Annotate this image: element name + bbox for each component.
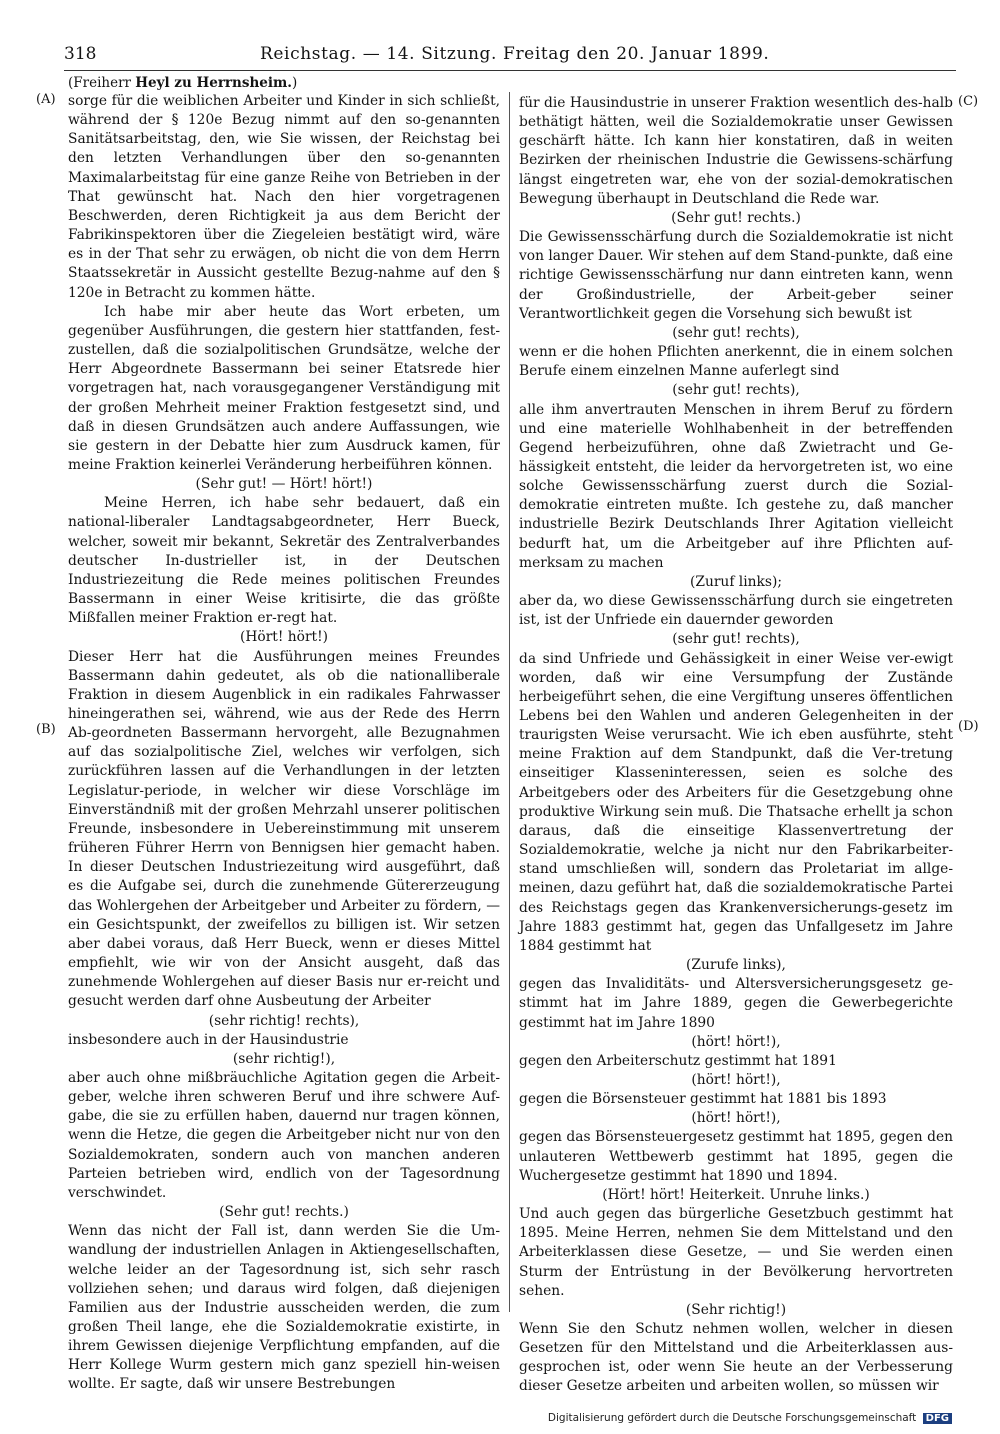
footer-credit: [548, 1412, 952, 1424]
footer-credit-text: Digitalisierung gefördert durch die Deutsche Forschungsgemeinschaft: [547, 1412, 917, 1424]
interjection: (hört! hört!),: [691, 1033, 781, 1050]
paragraph: wenn er die hohen Pflichten anerkennt, die in einem solchen Berufe einem einzelnen Manne auferlegt sind: [519, 344, 953, 380]
paragraph: Wenn das nicht der Fall ist, dann werden Sie die Um-wandlung der industriellen Anlagen in Aktiengesellschaften, welche leider an der Tagesordnung ist, sich sehr rasch vollziehen sehen; und daraus wird folgen, daß diejenigen Familien aus der Industrie ausscheiden werden, die zum großen Theil lange, ehe die Sozialdemokratie existirte, in ihrem Gewissen diejenige Verpflichtung empfanden, auf die Herr Kollege Wurm gestern mich ganz speziell hin-weisen wollte. Er sagte, daß wir unsere Bestrebungen: [68, 1223, 500, 1393]
speaker-name: Heyl zu Herrnsheim.: [135, 75, 292, 91]
paragraph: gegen das Invaliditäts- und Altersversicherungsgesetz ge-stimmt hat im Jahre 1889, gegen die Gewerbegerichte gestimmt hat im Jahre 1890: [519, 976, 953, 1031]
interjection: (hört! hört!),: [691, 1071, 781, 1088]
interjection: (sehr richtig!),: [232, 1050, 336, 1067]
interjection: (Sehr gut! rechts.): [219, 1204, 349, 1221]
paragraph: sorge für die weiblichen Arbeiter und Kinder in sich schließt, während der § 120e Bezug nimmt auf den so-genannten Sanitätsarbeitstag, den, wie Sie wissen, der Reichstag bei den letzten Verhandlungen über den so-genannten Maximalarbeitstag für eine ganze Reihe von Betrieben in der That gewünscht hat. Nach den hier vorgetragenen Beschwerden, deren Richtigkeit ja aus dem Bericht der Fabrikinspektoren über die Ziegeleien bestätigt wird, wäre es in der That sehr zu erwägen, ob nicht die von dem Herrn Staatssekretär in Aussicht gestellte Bezug-nahme auf den § 120e in Betracht zu kommen hätte.: [68, 93, 500, 301]
paragraph: gegen den Arbeiterschutz gestimmt hat 1891: [519, 1052, 837, 1069]
paragraph: gegen die Börsensteuer gestimmt hat 1881 bis 1893: [519, 1091, 887, 1108]
paragraph: Die Gewissensschärfung durch die Sozialdemokratie ist nicht von langer Dauer. Wir stehen auf dem Stand-punkte, daß eine richtige Gewissensschärfung nur dann eintreten kann, wenn der Großindustrielle, der Arbeit-geber seiner Verantwortlichkeit gegen die Vorsehung sich bewußt ist: [519, 229, 953, 322]
left-column: [68, 92, 500, 1395]
paragraph: aber da, wo diese Gewissensschärfung durch sie eingetreten ist, ist der Unfriede ein dauernder geworden: [519, 593, 953, 629]
paragraph: Meine Herren, ich habe sehr bedauert, daß ein national-liberaler Landtagsabgeordneter, Herr Bueck, welcher, soweit mir bekannt, Sekretär des Zentralverbandes deutscher In-dustrieller ist, in der Deutschen Industriezeitung die Rede meines politischen Freundes Bassermann in einer Weise kritisirte, die das größte Mißfallen meiner Fraktion er-regt hat.: [68, 495, 500, 627]
paragraph: gegen das Börsensteuergesetz gestimmt hat 1895, gegen den unlauteren Wettbewerb gestimmt hat 1895, gegen die Wuchergesetze gestimmt hat 1890 und 1894.: [519, 1129, 953, 1184]
paragraph: Ich habe mir aber heute das Wort erbeten, um gegenüber Ausführungen, die gestern hier stattfanden, fest-zustellen, daß die sozialpolitischen Grundsätze, welche der Herr Abgeordnete Bassermann bei seiner Etatsrede hier vorgetragen hat, nach vorausgegangener Verständigung mit der großen Mehrheit meiner Fraktion festgesetzt sind, und daß in diesen Grundsätzen auch andere Auffassungen, wie sie gestern in der Debatte hier zum Ausdruck kamen, für meine Fraktion keinerlei Veränderung herbeiführen können.: [68, 303, 500, 473]
interjection: (sehr gut! rechts),: [672, 324, 800, 341]
interjection: (sehr gut! rechts),: [672, 382, 800, 399]
paragraph: insbesondere auch in der Hausindustrie: [68, 1031, 349, 1048]
header-rule: [64, 70, 956, 71]
interjection: (Hört! hört! Heiterkeit. Unruhe links.): [602, 1186, 870, 1203]
dfg-logo: DFG: [923, 1413, 952, 1424]
paragraph: Dieser Herr hat die Ausführungen meines Freundes Bassermann dahin gedeutet, als ob die nationalliberale Fraktion in diesem Augenblick in ein radikales Fahrwasser hineingerathen sei, während, wie aus der Rede des Herrn Ab-geordneten Bassermann hervorgeht, alle Bezugnahmen auf das sozialpolitische Ziel, welches wir verfolgen, sich zurückführen lassen auf die Verhandlungen in der letzten Legislatur-periode, in welcher wir diese Vorschläge im Einverständniß mit der großen Mehrzahl unserer politischen Freunde, insbesondere in Uebereinstimmung mit unserem früheren Führer Herrn von Bennigsen hier gemacht haben. In dieser Deutschen Industriezeitung wird ausgeführt, daß es die Aufgabe sei, durch die zunehmende Gütererzeugung das Wohlergehen der Arbeitgeber und Arbeiter zu fördern, — ein Gesichtspunkt, der zweifellos zu billigen ist. Wir setzen aber dabei voraus, daß Herr Bueck, wenn er dieses Mittel empfiehlt, wie wir von der Ansicht ausgeht, daß das zunehmende Wohlergehen auf dieser Basis nur er-reicht und gesucht werden darf ohne Ausbeutung der Arbeiter: [68, 648, 500, 1010]
paragraph: für die Hausindustrie in unserer Fraktion wesentlich des-halb bethätigt hätten, weil die Sozialdemokratie unser Gewissen geschärft hätte. Ich kann hier konstatiren, daß in weiten Bezirken der rheinischen Industrie die Gewissens-schärfung längst eingetreten war, ehe von der sozial-demokratischen Bewegung überhaupt in Deutschland die Rede war.: [519, 95, 953, 207]
paragraph: aber auch ohne mißbräuchliche Agitation gegen die Arbeit-geber, welche ihren schweren Beruf und ihre schwere Auf-gabe, die sie zu erfüllen haben, dauernd nur tragen können, wenn die Hetze, die gegen die Arbeitgeber nicht nur von den Sozialdemokraten, sondern auch von manchen anderen Parteien betrieben wird, endlich von der Tagesordnung verschwindet.: [68, 1069, 500, 1201]
paragraph: da sind Unfriede und Gehässigkeit in einer Weise ver-ewigt worden, daß wir eine Versumpfung der Zustände herbeigeführt sehen, die eine Vergiftung unseres öffentlichen Lebens bei den Wahlen und anderen Gelegenheiten in der traurigsten Weise verursacht. Wie ich eben ausführte, steht meine Fraktion auf dem Standpunkt, daß die Ver-tretung einseitiger Klasseninteressen, seien es solche des Arbeitgebers oder des Arbeiters für die Gesetzgebung ohne produktive Wirkung sein muß. Die Thatsache erhellt ja schon daraus, daß die einseitige Klassenvertretung der Sozialdemokratie, welche ja nicht nur den Fabrikarbeiter-stand umschließen will, sondern das Proletariat im allge-meinen, dazu geführt hat, daß die sozialdemokratische Partei des Reichstags gegen das Krankenversicherungs-gesetz im Jahre 1883 gestimmt hat, gegen das Unfallgesetz im Jahre 1884 gestimmt hat: [519, 650, 953, 954]
margin-marker-d: (D): [958, 719, 979, 734]
running-title: Reichstag. — 14. Sitzung. Freitag den 20. Januar 1899.: [260, 44, 770, 64]
margin-marker-b: (B): [36, 722, 56, 737]
column-divider: [509, 92, 510, 1312]
right-column: [519, 94, 953, 1397]
interjection: (Sehr gut! — Hört! hört!): [195, 476, 373, 493]
interjection: (Zurufe links),: [686, 957, 786, 974]
interjection: (hört! hört!),: [691, 1110, 781, 1127]
page-number: 318: [64, 44, 97, 64]
paragraph: Und auch gegen das bürgerliche Gesetzbuch gestimmt hat 1895. Meine Herren, nehmen Sie dem Mittelstand und den Arbeiterklassen diese Gesetze, — und Sie werden einen Sturm der Entrüstung in der Bevölkerung hervortreten sehen.: [519, 1206, 953, 1299]
paragraph: alle ihm anvertrauten Menschen in ihrem Beruf zu fördern und eine materielle Wohlhabenheit in der betreffenden Gegend herbeizuführen, ohne daß Zwietracht und Ge-hässigkeit entsteht, die leider da hervorgetreten ist, wo eine solche Gewissensschärfung zuerst durch die Sozial-demokratie eintreten mußte. Ich gestehe zu, daß mancher industrielle Bezirk Deutschlands Ihrer Agitation vielleicht bedurft hat, um die Arbeitgeber auf ihre Pflichten auf-merksam zu machen: [519, 401, 953, 571]
margin-marker-a: (A): [36, 92, 56, 107]
interjection: (Sehr gut! rechts.): [671, 209, 801, 226]
margin-marker-c: (C): [958, 94, 979, 109]
page-header: [64, 44, 956, 70]
interjection: (Zuruf links);: [689, 573, 782, 590]
paragraph: Wenn Sie den Schutz nehmen wollen, welcher in diesen Gesetzen für den Mittelstand und die Arbeiterklassen aus-gesprochen ist, oder wenn Sie heute an der Verbesserung dieser Gesetze arbeiten und arbeiten wollen, so müssen wir: [519, 1321, 953, 1395]
interjection: (Sehr richtig!): [685, 1301, 787, 1318]
interjection: (sehr gut! rechts),: [672, 631, 800, 648]
speaker-note: (Freiherr Heyl zu Herrnsheim.): [68, 75, 298, 91]
interjection: (sehr richtig! rechts),: [208, 1012, 360, 1029]
interjection: (Hört! hört!): [239, 629, 329, 646]
